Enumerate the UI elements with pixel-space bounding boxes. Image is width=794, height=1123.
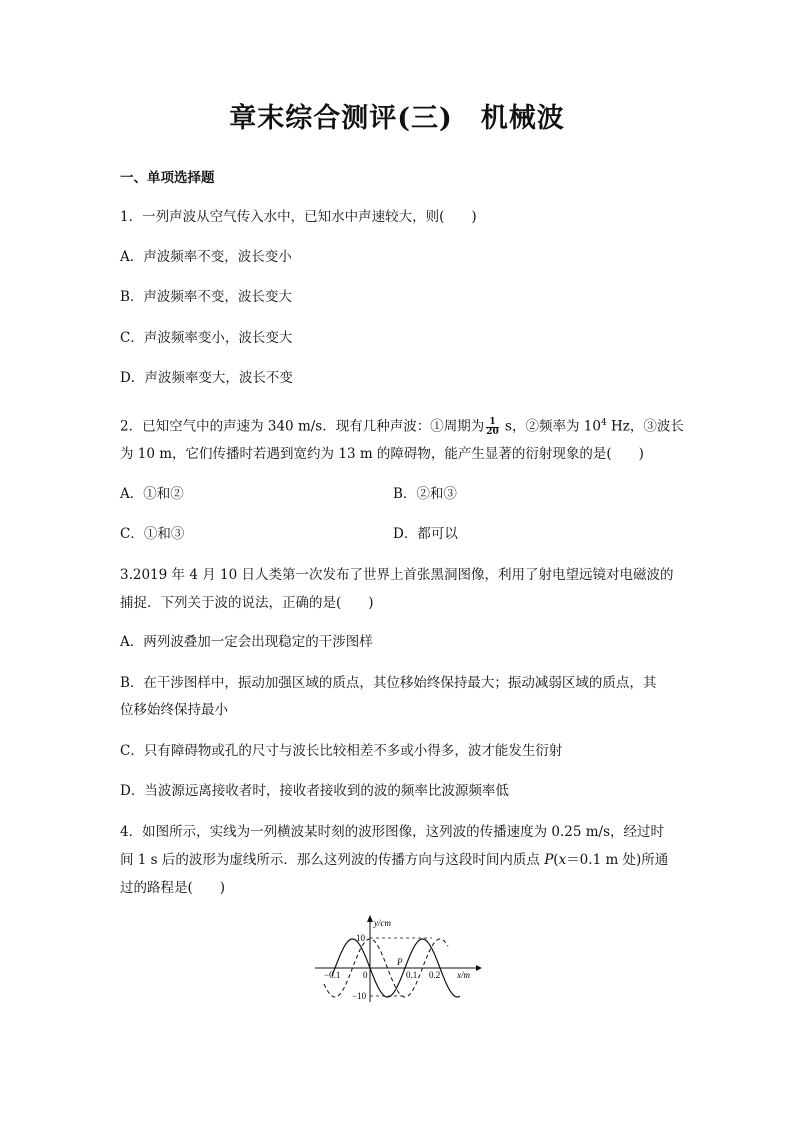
q4-stem-part-a: 间 1 s 后的波形为虚线所示．那么这列波的传播方向与这段时间内质点: [120, 852, 545, 868]
x-tick-neg01: −0.1: [324, 970, 341, 980]
q2-stem-line1: [120, 413, 684, 437]
q4-stem-part-b: (: [553, 852, 559, 868]
q2-fraction: [486, 418, 499, 437]
q4-stem-line2: [120, 850, 668, 870]
x-axis-label: x/m: [457, 970, 470, 980]
q4-point-p: P: [544, 852, 554, 868]
wave-figure: [310, 910, 490, 1010]
q3-stem-line1: 3.2019 年 4 月 10 日人类第一次发布了世界上首张黑洞图像，利用了射电望远镜对电磁波的: [120, 567, 674, 583]
q3-option-d: D．当波源远离接收者时，接收者接收到的波的频率比波源频率低: [120, 783, 509, 799]
y-axis-arrow: [367, 915, 373, 922]
x-tick-01: 0.1: [406, 970, 418, 980]
q2-stem-line2: 为 10 m，它们传播时若遇到宽约为 13 m 的障碍物，能产生显著的衍射现象的是( ): [120, 446, 644, 462]
point-p-label: P: [397, 957, 403, 967]
q2-stem-part-c: Hz，③波长: [606, 418, 684, 435]
q4-stem-part-c: ＝0.1 m 处)所通: [566, 852, 669, 868]
q1-stem: 1．一列声波从空气传入水中，已知水中声速较大，则( ): [120, 209, 477, 225]
q2-fraction-denominator: 20: [486, 426, 499, 437]
y-tick-neg10: −10: [352, 991, 367, 1001]
q3-option-c: C．只有障碍物或孔的尺寸与波长比较相差不多或小得多，波才能发生衍射: [120, 743, 563, 759]
q2-exponent: 4: [600, 418, 607, 428]
q2-option-b: B．②和③: [393, 486, 457, 502]
q1-option-b: B．声波频率不变，波长变大: [120, 289, 292, 305]
q4-stem-line3: 过的路程是( ): [120, 880, 226, 896]
y-axis-label: y/cm: [374, 918, 391, 928]
x-tick-0: 0: [363, 970, 368, 980]
x-axis-arrow: [476, 965, 482, 971]
q1-option-c: C．声波频率变小，波长变大: [120, 330, 293, 346]
q2-option-a: A．①和②: [120, 486, 184, 502]
q2-fraction-numerator: 1: [486, 418, 499, 428]
y-tick-10: 10: [356, 933, 365, 943]
q2-stem-part-a: 2．已知空气中的声速为 340 m/s．现有几种声波：①周期为: [120, 418, 485, 435]
section-heading: 一、单项选择题: [120, 170, 215, 186]
q3-stem-line2: 捕捉．下列关于波的说法，正确的是( ): [120, 595, 374, 611]
q2-option-d: D．都可以: [393, 526, 458, 542]
q3-option-a: A．两列波叠加一定会出现稳定的干涉图样: [120, 634, 373, 650]
page-title: 章末综合测评(三) 机械波: [229, 103, 565, 134]
q1-option-d: D．声波频率变大，波长不变: [120, 370, 293, 386]
q4-var-x: x: [558, 852, 567, 868]
q4-stem-line1: 4．如图所示，实线为一列横波某时刻的波形图像，这列波的传播速度为 0.25 m/s，经过时: [120, 824, 665, 840]
q2-option-c: C．①和③: [120, 526, 185, 542]
q1-option-a: A．声波频率不变，波长变小: [120, 249, 292, 265]
x-tick-02: 0.2: [429, 970, 441, 980]
q3-option-b-line2: 位移始终保持最小: [120, 702, 228, 718]
q2-stem-part-b: s，②频率为 10: [500, 418, 601, 435]
q3-option-b-line1: B．在干涉图样中，振动加强区域的质点，其位移始终保持最大；振动减弱区域的质点，其: [120, 675, 657, 691]
